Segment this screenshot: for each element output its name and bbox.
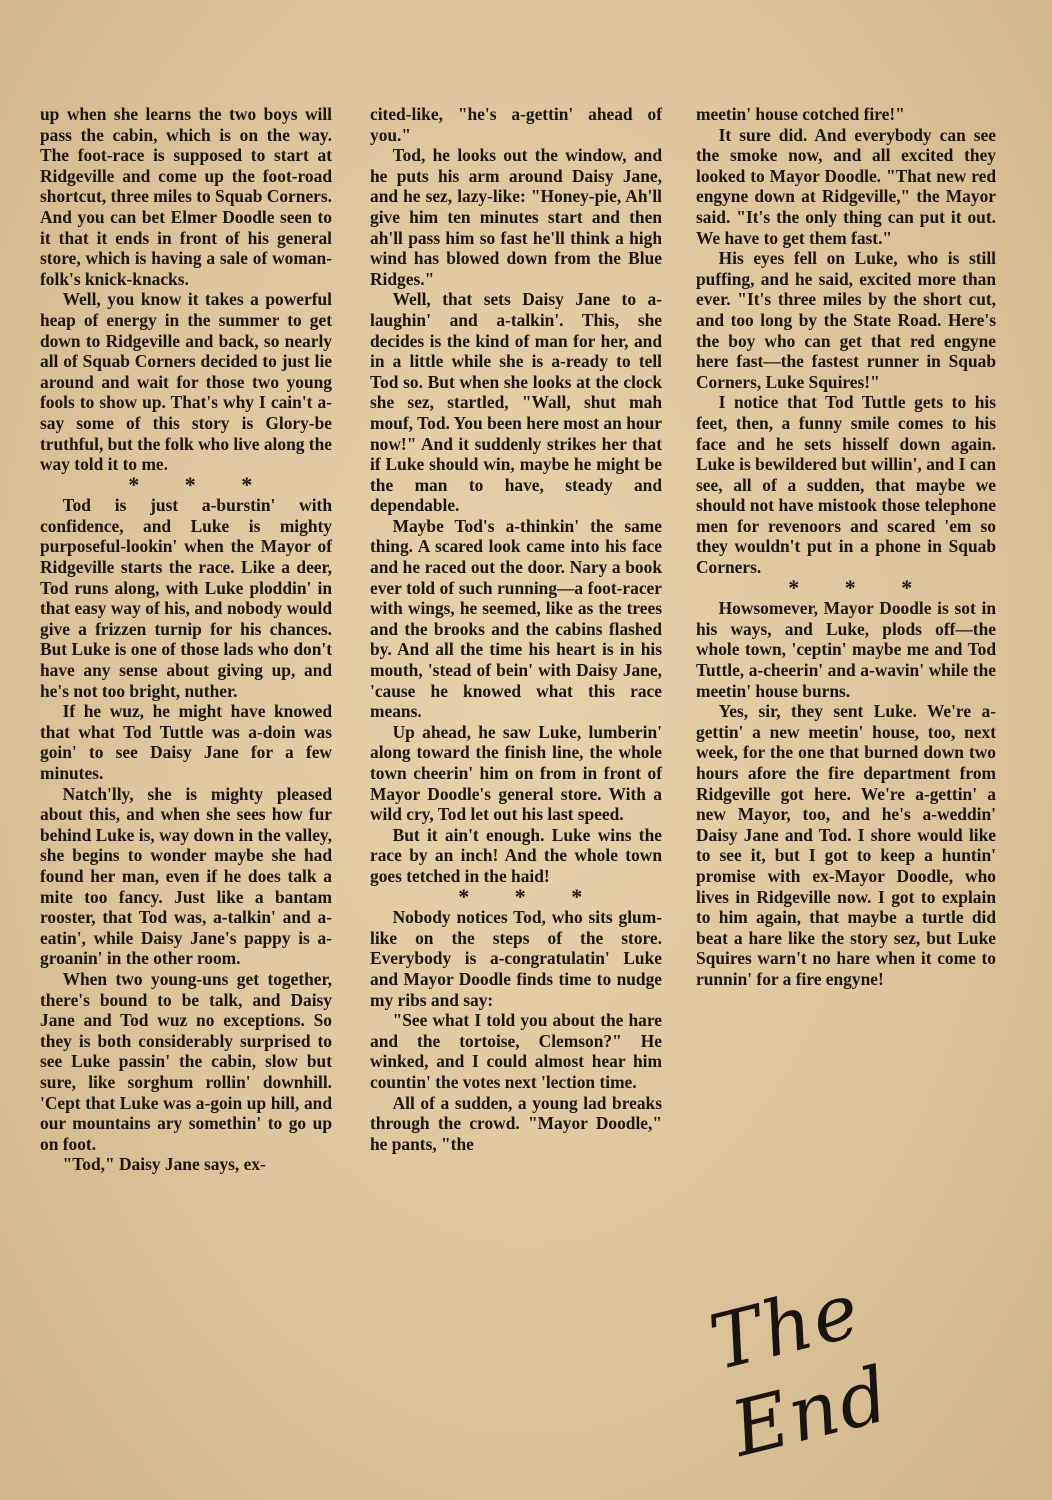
paragraph: Tod is just a-burstin' with confidence, and Luke is mighty purposeful-lookin' when the Mayor of Ridgeville starts the race. Like a deer, Tod runs along, with Luke ploddin' in that easy way of his, and nobody would give a frizzen turnip for his chances. But Luke is one of those lads who don't have any sense about giving up, and he's not too bright, nuther. bbox=[40, 495, 332, 701]
paragraph: Yes, sir, they sent Luke. We're a-gettin' a new meetin' house, too, next week, for the one that burned down two hours afore the fire department from Ridgeville got here. We're a-gettin' a new Mayor, too, and he's a-weddin' Daisy Jane and Tod. I shore would like to see it, but I got to keep a huntin' promise with ex-Mayor Doodle, who lives in Ridgeville now. I got to explain to him again, that maybe a turtle did beat a hare like the story sez, but Luke Squires warn't no hare when it come to runnin' for a fire engyne! bbox=[696, 701, 996, 989]
paragraph: Natch'lly, she is mighty pleased about this, and when she sees how fur behind Luke is, way down in the valley, she begins to wonder maybe she had found her man, even if he does talk a mite too fancy. Just like a bantam rooster, that Tod was, a-talkin' and a-eatin', while Daisy Jane's pappy is a-groanin' in the other room. bbox=[40, 783, 332, 969]
paragraph: Nobody notices Tod, who sits glum-like on the steps of the store. Everybody is a-congratulatin' Luke and Mayor Doodle finds time to nudge my ribs and say: bbox=[370, 907, 662, 1010]
paragraph: All of a sudden, a young lad breaks through the crowd. "Mayor Doodle," he pants, "the bbox=[370, 1092, 662, 1154]
paragraph: It sure did. And everybody can see the smoke now, and all excited they looked to Mayor Doodle. "That new red engyne down at Ridgeville," the Mayor said. "It's the only thing can put it out. We have to get them fast." bbox=[696, 124, 996, 248]
paragraph: When two young-uns get together, there's bound to be talk, and Daisy Jane and Tod wuz no exceptions. So they is both considerably surprised to see Luke passin' the cabin, slow but sure, like sorghum rollin' downhill. 'Cept that Luke was a-goin up hill, and our mountains ary somethin' to go up on foot. bbox=[40, 968, 332, 1154]
paragraph: cited-like, "he's a-gettin' ahead of you." bbox=[370, 104, 662, 145]
paragraph: But it ain't enough. Luke wins the race by an inch! And the whole town goes tetched in the haid! bbox=[370, 824, 662, 886]
text-column-2 bbox=[370, 104, 662, 1154]
paragraph: If he wuz, he might have knowed that what Tod Tuttle was a-doin was goin' to see Daisy Jane for a few minutes. bbox=[40, 701, 332, 783]
text-column-1 bbox=[40, 104, 332, 1175]
paragraph: up when she learns the two boys will pass the cabin, which is on the way. The foot-race is supposed to start at Ridgeville and come up the foot-road shortcut, three miles to Squab Corners. And you can bet Elmer Doodle seen to it that it ends in front of his general store, which is having a sale of woman-folk's knick-knacks. bbox=[40, 104, 332, 289]
paragraph: His eyes fell on Luke, who is still puffing, and he said, excited more than ever. "It's three miles by the short cut, and too long by the State Road. Here's the boy who can get that red engyne here fast—the fastest runner in Squab Corners, Luke Squires!" bbox=[696, 248, 996, 392]
paragraph: Up ahead, he saw Luke, lumberin' along toward the finish line, the whole town cheerin' him on from in front of Mayor Doodle's general store. With a wild cry, Tod let out his last speed. bbox=[370, 721, 662, 825]
text-column-3 bbox=[696, 104, 996, 990]
paragraph: Well, that sets Daisy Jane to a-laughin' and a-talkin'. This, she decides is the kind of man for her, and in a little while she is a-ready to tell Tod so. But when she looks at the clock she sez, startled, "Wall, shut mah mouf, Tod. You been here most an hour now!" And it suddenly strikes her that if Luke should win, maybe he might be the man to have, steady and dependable. bbox=[370, 289, 662, 516]
the-end-mark: The End bbox=[701, 1264, 899, 1474]
paragraph: "Tod," Daisy Jane says, ex- bbox=[62, 1154, 266, 1175]
paragraph: I notice that Tod Tuttle gets to his feet, then, a funny smile comes to his face and he sets hisself down again. Luke is bewildered but willin', and I can see, all of a sudden, that maybe we should not have mistook those telephone men for revenoors and scared 'em so they wouldn't put in a phone in Squab Corners. bbox=[696, 392, 996, 578]
paragraph: "See what I told you about the hare and the tortoise, Clemson?" He winked, and I could almost hear him countin' the votes next 'lection time. bbox=[370, 1010, 662, 1092]
section-separator: * * * bbox=[458, 883, 603, 909]
paragraph: Well, you know it takes a powerful heap of energy in the summer to get down to Ridgeville and back, so nearly all of Squab Corners decided to just lie around and wait for those two young fools to show up. That's why I cain't a-say some of this story is Glory-be truthful, but the folk who live along the way told it to me. bbox=[40, 289, 332, 475]
paragraph: Howsomever, Mayor Doodle is sot in his ways, and Luke, plods off—the whole town, 'ceptin' maybe me and Tod Tuttle, a-cheerin' and a-wavin' while the meetin' house burns. bbox=[696, 598, 996, 701]
section-separator: * * * bbox=[788, 574, 933, 600]
paragraph: Tod, he looks out the window, and he puts his arm around Daisy Jane, and he sez, lazy-like: "Honey-pie, Ah'll give him ten minutes start and then ah'll pass him so fast he'll think a high wind has blowed down from the Blue Ridges." bbox=[370, 145, 662, 289]
paragraph: Maybe Tod's a-thinkin' the same thing. A scared look came into his face and he raced out the door. Nary a book ever told of such running—a foot-racer with wings, he seemed, like as the trees and the brooks and the cabins flashed by. And all the time his heart is in his mouth, 'stead of bein' with Daisy Jane, 'cause he knowed what this race means. bbox=[370, 515, 662, 722]
paragraph: meetin' house cotched fire!" bbox=[696, 104, 905, 124]
section-separator: * * * bbox=[128, 471, 273, 497]
